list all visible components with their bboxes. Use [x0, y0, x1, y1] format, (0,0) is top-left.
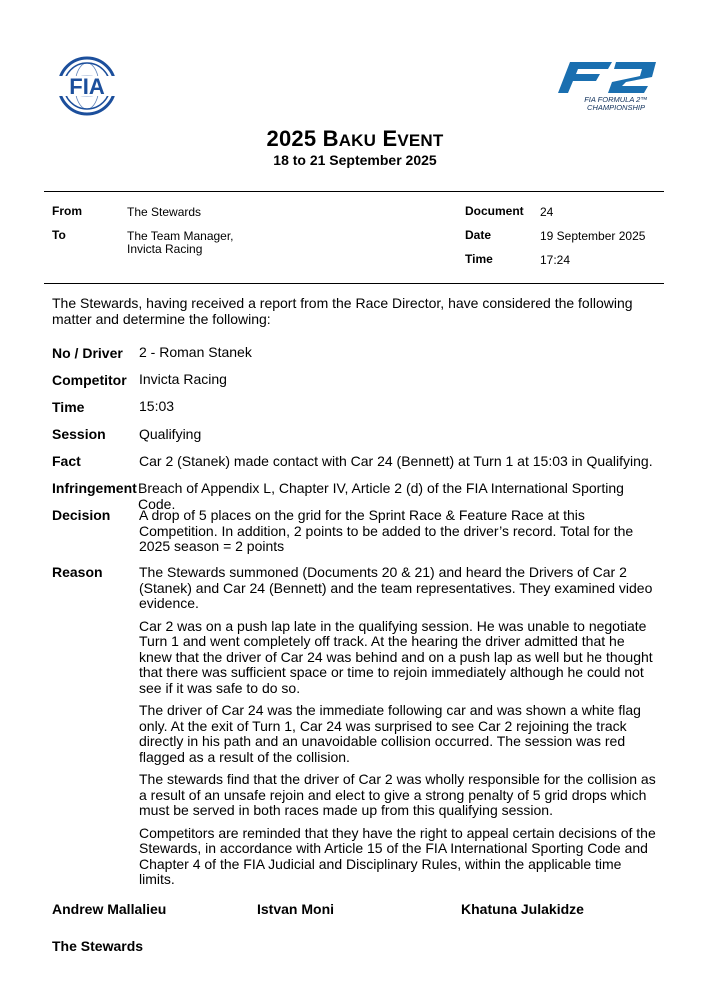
f2-tagline-1: FIA FORMULA 2™ — [584, 95, 648, 104]
reason-label: Reason — [52, 564, 103, 580]
header-top-rule — [44, 191, 664, 192]
to-value-line1: The Team Manager, — [127, 229, 234, 243]
no-driver-value: 2 - Roman Stanek — [139, 344, 252, 360]
steward-signature-1: Andrew Mallalieu — [52, 901, 167, 917]
fact-value: Car 2 (Stanek) made contact with Car 24 (Bennett) at Turn 1 at 15:03 in Qualifying. — [139, 453, 653, 469]
reason-paragraph: Car 2 was on a push lap late in the qualifying session. He was unable to negotiate Turn 1 and went completely off track. At the hearing the driver admitted that he knew that the driver of Car 24 was behind and on a push lap as well but he thought that there was sufficient space or time to rejoin immediately although he could not see if it was safe to do so. — [139, 617, 653, 696]
event-title — [0, 126, 710, 152]
time-row-label: Time — [52, 399, 85, 415]
title-baku-initial: B — [322, 126, 339, 151]
from-label: From — [52, 204, 82, 218]
time-row-value: 15:03 — [139, 398, 175, 414]
header-bottom-rule — [44, 283, 664, 284]
to-value-line2: Invicta Racing — [127, 242, 203, 256]
infringement-label: Infringement — [52, 480, 137, 496]
event-dates: 18 to 21 September 2025 — [273, 152, 437, 168]
f2-logo — [556, 60, 664, 112]
document-value: 24 — [540, 205, 554, 219]
fia-logo — [45, 56, 129, 116]
date-label: Date — [465, 228, 492, 242]
competitor-value: Invicta Racing — [139, 371, 227, 387]
to-label: To — [52, 228, 66, 242]
steward-signature-3: Khatuna Julakidze — [461, 901, 584, 917]
reason-paragraph: Competitors are reminded that they have the right to appeal certain decisions of the Stewards, in accordance with Article 15 of the FIA International Sporting Code and Chapter 4 of the FIA Judicial and Disciplinary Rules, within the applicable time limits. — [139, 824, 656, 887]
document-label: Document — [465, 204, 524, 218]
reason-paragraph: The Stewards summoned (Documents 20 & 21) and heard the Drivers of Car 2 (Stanek) and Car 24 (Bennett) and the team representatives. They examined video evidence. — [139, 564, 653, 611]
time-value: 17:24 — [540, 253, 571, 267]
date-value: 19 September 2025 — [540, 229, 646, 243]
from-value: The Stewards — [127, 205, 202, 219]
steward-signature-2: Istvan Moni — [257, 901, 335, 917]
decision-label: Decision — [52, 507, 111, 523]
stewards-footer: The Stewards — [52, 938, 144, 954]
reason-paragraph: The driver of Car 24 was the immediate following car and was shown a white flag only. At the exit of Turn 1, Car 24 was surprised to see Car 2 rejoining the track directly in his path and an unavoidable collision occurred. The session was red flagged as a result of the collision. — [139, 702, 641, 765]
no-driver-label: No / Driver — [52, 345, 123, 361]
reason-paragraph: The stewards find that the driver of Car 2 was wholly responsible for the collision as a result of an unsafe rejoin and elect to give a strong penalty of 5 grid drops which must be served in both races made up from this qualifying session. — [139, 771, 656, 818]
competitor-label: Competitor — [52, 372, 127, 388]
reason-body — [139, 565, 659, 895]
time-label: Time — [465, 252, 493, 266]
session-label: Session — [52, 426, 106, 442]
f2-tagline-2: CHAMPIONSHIP — [587, 103, 645, 112]
title-year: 2025 — [266, 126, 317, 151]
title-event-rest: VENT — [397, 131, 444, 150]
decision-value: A drop of 5 places on the grid for the Sprint Race & Feature Race at this Competition. In addition, 2 points to be added to the driver’s record. Total for the 2025 season = 2 points — [139, 507, 634, 554]
title-event-initial: E — [382, 126, 398, 151]
fia-logo-text: FIA — [69, 74, 105, 99]
infringement-value: Breach of Appendix L, Chapter IV, Article 2 (d) of the FIA International Sporting Code. — [138, 480, 624, 512]
fact-label: Fact — [52, 453, 81, 469]
intro-text: The Stewards, having received a report from the Race Director, have considered the following matter and determine the following: — [52, 295, 633, 327]
title-baku-rest: AKU — [338, 131, 377, 150]
session-value: Qualifying — [139, 426, 202, 442]
